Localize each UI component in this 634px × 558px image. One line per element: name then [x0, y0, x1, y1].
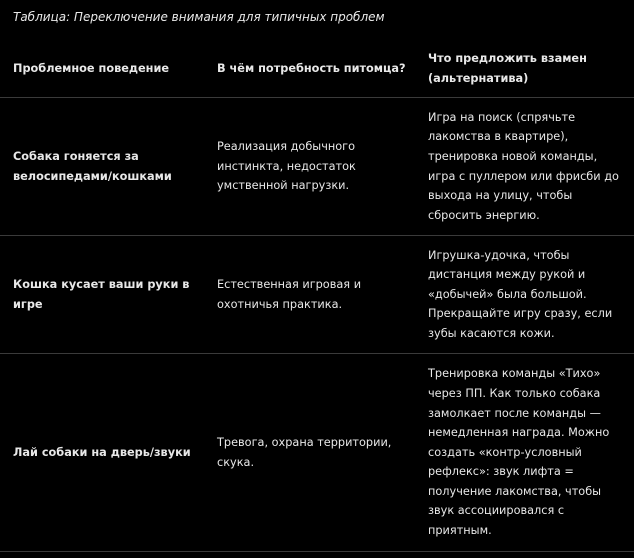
cell-problem: Собака гоняется за велосипедами/кошками	[0, 98, 207, 236]
header-problem: Проблемное поведение	[0, 38, 207, 98]
cell-problem: Кошка кусает ваши руки в игре	[0, 236, 207, 354]
header-need: В чём потребность питомца?	[207, 38, 418, 98]
cell-alternative: Игра на поиск (спрячьте лакомства в квартире), тренировка новой команды, игра с пуллером или фрисби до выхода на улицу, чтобы сбросить энергию.	[418, 98, 634, 236]
cell-alternative: Тренировка команды «Тихо» через ПП. Как только собака замолкает после команды — немедленная награда. Можно создать «контр-условный рефлекс»: звук лифта = получение лакомства, чтобы звук ассоциировался с приятным.	[418, 354, 634, 552]
table-row	[0, 236, 634, 354]
table-row	[0, 354, 634, 552]
table-header-row	[0, 38, 634, 98]
table-row	[0, 98, 634, 236]
cell-need: Естественная игровая и охотничья практика.	[207, 236, 418, 354]
cell-alternative: Игрушка-удочка, чтобы дистанция между рукой и «добычей» была большой. Прекращайте игру сразу, если зубы касаются кожи.	[418, 236, 634, 354]
table-caption: Таблица: Переключение внимания для типичных проблем	[13, 10, 385, 24]
header-alternative: Что предложить взамен (альтернатива)	[418, 38, 634, 98]
cell-need: Реализация добычного инстинкта, недостаток умственной нагрузки.	[207, 98, 418, 236]
cell-problem: Лай собаки на дверь/звуки	[0, 354, 207, 552]
behavior-table	[0, 38, 634, 552]
cell-need: Тревога, охрана территории, скука.	[207, 354, 418, 552]
